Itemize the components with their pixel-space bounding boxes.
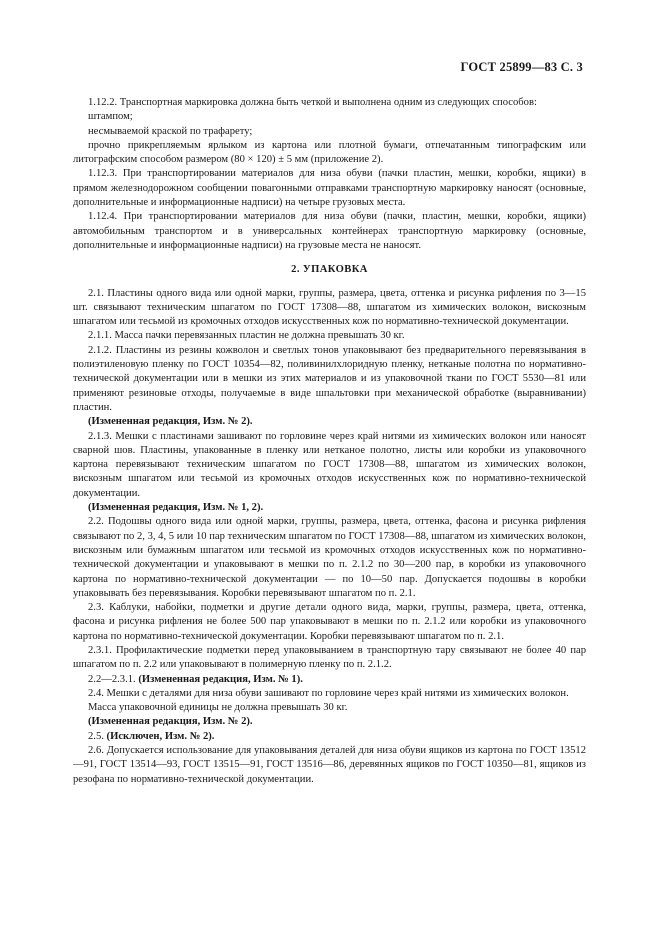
paragraph-2-3: 2.3. Каблуки, набойки, подметки и другие детали одного вида, марки, группы, размера, цвета, оттенка, фасона и рисунка рифления не более 500 пар упаковывают в мешки по п. 2.1.2 или коробки из упаковочного картона по нормативно-технической документации. Коробки перевязывают шпагатом по п. 2.1. bbox=[73, 602, 586, 642]
paragraph-1-12-2: 1.12.2. Транспортная маркировка должна быть четкой и выполнена одним из следующих способов: bbox=[88, 97, 537, 108]
page-header: ГОСТ 25899—83 С. 3 bbox=[460, 60, 583, 74]
section-title: 2. УПАКОВКА bbox=[291, 264, 368, 276]
edit-note-3-prefix: 2.2—2.3.1. bbox=[88, 673, 136, 685]
paragraph-2-6: 2.6. Допускается использование для упаковывания деталей для низа обуви ящиков из картона по ГОСТ 13512—91, ГОСТ 13514—93, ГОСТ 13515—91, ГОСТ 13516—86, деревянных ящиков по ГОСТ 10350—81, ящиков из резофана по нормативно-технической документации. bbox=[73, 745, 586, 785]
paragraph-2-2: 2.2. Подошвы одного вида или одной марки, группы, размера, цвета, оттенка, фасона и рисунка рифления связывают по 2, 3, 4, 5 или 10 пар техническим шпагатом по ГОСТ 17308—88, шпагатом из химических волокон, вискозным или бумажным шпагатом или тесьмой из кромочных отходов искусственных кож по нормативно-технической документации и упаковывают в мешки по п. 2.1.2 по 30—200 пар, в коробки из упаковочного картона по нормативно-технической документации — по 10—50 пар. Допускается подошвы в коробки упаковывать без перевязывания. Коробки перевязывают шпагатом по п. 2.1. bbox=[73, 516, 586, 599]
paragraph-2-1-2: 2.1.2. Пластины из резины кожволон и светлых тонов упаковывают без предварительного перевязывания в полиэтиленовую пленку по ГОСТ 10354—82, поливинилхлоридную пленку, нетканые полотна по нормативно-технической документации или в мешки из этих материалов и из упаковочной ткани по ГОСТ 5530—81 или применяют резиновые отходы, получаемые в виде шпальтовки при механической обработке (выравнивании) пластин. bbox=[73, 344, 586, 413]
paragraph-2-4-mass: Масса упаковочной единицы не должна превышать 30 кг. bbox=[88, 702, 348, 714]
paragraph-2-3-1: 2.3.1. Профилактические подметки перед упаковыванием в транспортную тару связывают не более 40 пар шпагатом по п. 2.2 или упаковывают в полимерную пленку по п. 2.1.2. bbox=[73, 644, 586, 671]
paragraph-2-1-1: 2.1.1. Масса пачки перевязанных пластин не должна превышать 30 кг. bbox=[88, 330, 405, 342]
document-body bbox=[73, 96, 586, 787]
paragraph-2-1: 2.1. Пластины одного вида или одной марки, группы, размера, цвета, оттенка и рисунка рифления по 3—15 шт. связывают техническим шпагатом по ГОСТ 17308—88, шпагатом из химических волокон, вискозным шпагатом или тесьмой из кромочных отходов искусственных кож по нормативно-технической документации. bbox=[73, 287, 586, 328]
paragraph-2-5 bbox=[73, 730, 586, 744]
list-item-label: прочно прикрепляемым ярлыком из картона или плотной бумаги, отпечатанным типографским или литографским способом размером (80 × 120) ± 5 мм (приложение 2). bbox=[73, 139, 586, 166]
edit-note-4: (Измененная редакция, Изм. № 2). bbox=[88, 716, 253, 728]
list-item-stamp: штампом; bbox=[88, 111, 133, 123]
paragraph-2-5-prefix: 2.5. bbox=[88, 730, 104, 742]
paragraph-1-12-3: 1.12.3. При транспортировании материалов для низа обуви (пачки пластин, мешки, коробки, ящики) в прямом железнодорожном сообщении повагонными отправками транспортную маркировку наносят (основные, дополнительные и информационные надписи) на четыре грузовых места. bbox=[73, 168, 586, 209]
edit-note-2: (Измененная редакция, Изм. № 1, 2). bbox=[88, 502, 264, 514]
excluded-note: (Исключен, Изм. № 2). bbox=[106, 730, 215, 742]
list-item-paint: несмываемой краской по трафарету; bbox=[88, 125, 253, 137]
paragraph-2-1-3: 2.1.3. Мешки с пластинами зашивают по горловине через край нитями из химических волокон или наносят сварной шов. Пластины, упакованные в пленку или нетканое полотно, листы или коробки из упаковочного картона перевязывают техническим шпагатом по ГОСТ 17308—88, шпагатом из химических волокон, вискозным шпагатом или тесьмой из кромочных отходов искусственных кож по нормативно-технической документации. bbox=[73, 430, 586, 499]
edit-note-3-text: (Измененная редакция, Изм. № 1). bbox=[138, 673, 303, 685]
paragraph-1-12-4: 1.12.4. При транспортировании материалов для низа обуви (пачки, пластин, мешки, коробки, ящики) автомобильным транспортом и в универсальных контейнерах транспортную маркировку (основные, дополнительные и информационные надписи) на грузовые места не наносят. bbox=[73, 211, 586, 251]
paragraph-2-4: 2.4. Мешки с деталями для низа обуви зашивают по горловине через край нитями из химических волокон. bbox=[88, 687, 569, 699]
edit-note-1: (Измененная редакция, Изм. № 2). bbox=[88, 416, 253, 428]
edit-note-3 bbox=[73, 673, 586, 687]
